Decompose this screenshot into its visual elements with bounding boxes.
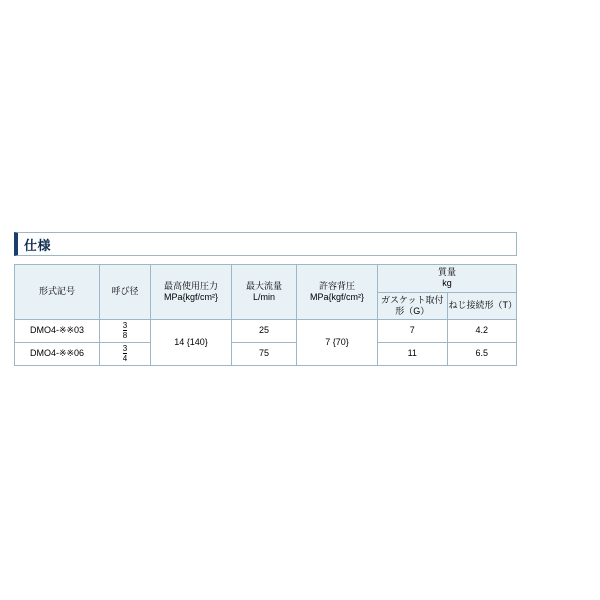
table-header-row-1 bbox=[15, 265, 517, 293]
cell-back-pressure: 7 {70} bbox=[297, 320, 378, 366]
cell-model: DMO4-※※03 bbox=[15, 320, 100, 343]
section-header-bar bbox=[14, 232, 517, 256]
fraction bbox=[122, 322, 128, 340]
cell-model: DMO4-※※06 bbox=[15, 343, 100, 366]
fraction bbox=[122, 345, 128, 363]
header-back-pressure bbox=[297, 265, 378, 320]
table-row bbox=[15, 343, 517, 366]
header-max-pressure-line1: 最高使用圧力 bbox=[163, 280, 218, 291]
fraction-numerator: 3 bbox=[122, 344, 128, 353]
header-mass-thread: ねじ接続形（T） bbox=[447, 292, 517, 320]
cell-max-flow: 25 bbox=[232, 320, 297, 343]
specification-section bbox=[14, 232, 517, 366]
header-mass-line2: kg bbox=[442, 278, 452, 289]
header-model: 形式記号 bbox=[15, 265, 100, 320]
cell-mass-gasket: 7 bbox=[378, 320, 448, 343]
cell-max-pressure: 14 {140} bbox=[151, 320, 232, 366]
fraction-denominator: 4 bbox=[122, 354, 128, 363]
cell-bore bbox=[100, 343, 151, 366]
cell-max-flow: 75 bbox=[232, 343, 297, 366]
cell-mass-thread: 4.2 bbox=[447, 320, 517, 343]
specification-table bbox=[14, 264, 517, 366]
cell-mass-thread: 6.5 bbox=[447, 343, 517, 366]
header-mass-line1: 質量 bbox=[437, 267, 456, 277]
header-max-flow-line2: L/min bbox=[252, 292, 275, 302]
fraction-numerator: 3 bbox=[122, 321, 128, 330]
table-head bbox=[15, 265, 517, 320]
header-mass bbox=[378, 265, 517, 293]
header-max-flow bbox=[232, 265, 297, 320]
fraction-denominator: 8 bbox=[122, 331, 128, 340]
header-back-pressure-line2: MPa{kgf/cm²} bbox=[309, 292, 365, 302]
page-title: 仕様 bbox=[24, 237, 52, 253]
header-max-flow-line1: 最大流量 bbox=[245, 280, 282, 291]
cell-mass-gasket: 11 bbox=[378, 343, 448, 366]
cell-bore bbox=[100, 320, 151, 343]
header-mass-gasket: ガスケット取付形（G） bbox=[378, 292, 448, 320]
header-max-pressure-line2: MPa{kgf/cm²} bbox=[163, 292, 219, 302]
header-back-pressure-line1: 許容背圧 bbox=[318, 280, 355, 291]
table-row bbox=[15, 320, 517, 343]
header-bore: 呼び径 bbox=[100, 265, 151, 320]
table-body bbox=[15, 320, 517, 366]
header-max-pressure bbox=[151, 265, 232, 320]
